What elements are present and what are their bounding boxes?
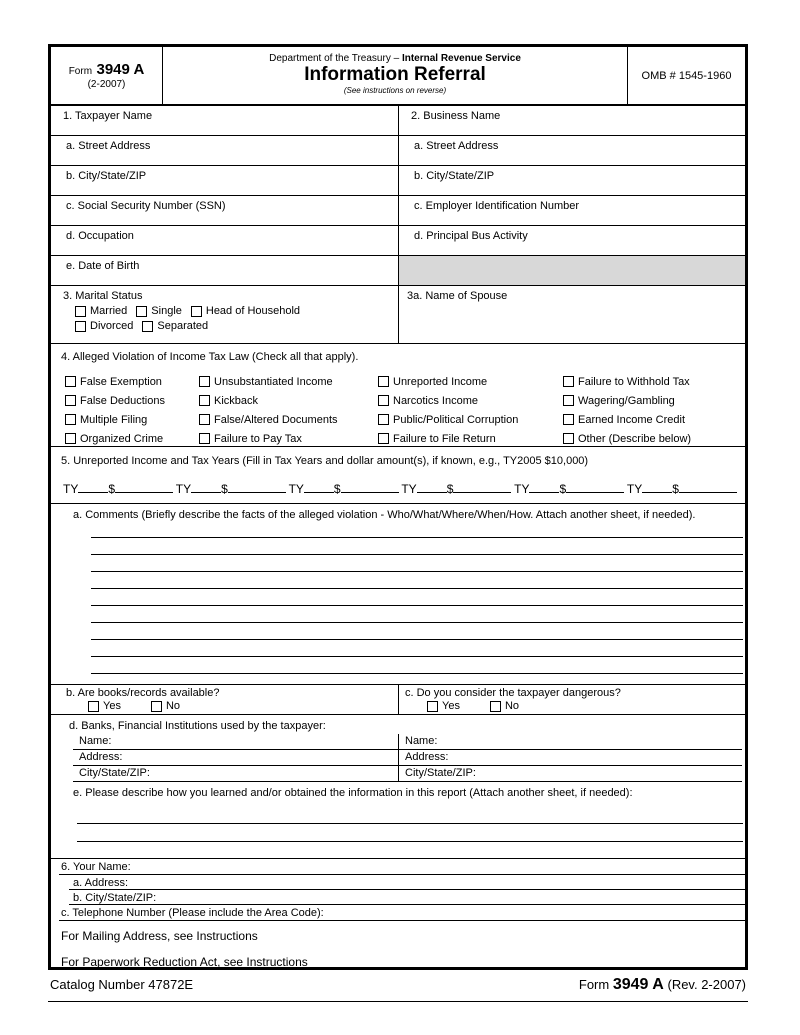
checkbox-icon[interactable] bbox=[65, 395, 76, 406]
checkbox-unsubstantiated-income[interactable] bbox=[199, 372, 378, 391]
shaded-blocked-cell bbox=[398, 256, 745, 286]
checkbox-label: Earned Income Credit bbox=[578, 413, 685, 426]
section-banks bbox=[51, 715, 745, 782]
department-prefix: Department of the Treasury – bbox=[269, 53, 402, 64]
how-learned-heading: e. Please describe how you learned and/or obtained the information in this report (Attach another sheet, if needed): bbox=[73, 787, 633, 799]
ty-label: TY bbox=[626, 482, 643, 496]
checkbox-head-of-household[interactable] bbox=[191, 305, 300, 317]
section-your-info bbox=[51, 859, 745, 921]
field-label: c. Telephone Number (Please include the Area Code): bbox=[61, 907, 324, 919]
field-label: a. Address: bbox=[73, 877, 129, 889]
checkbox-icon[interactable] bbox=[563, 395, 574, 406]
taxpayer-ssn-field[interactable] bbox=[51, 196, 398, 226]
amount-input-line[interactable] bbox=[679, 481, 737, 493]
taxpayer-date-of-birth-field[interactable] bbox=[51, 256, 398, 286]
checkbox-organized-crime[interactable] bbox=[65, 429, 199, 448]
checkbox-icon[interactable] bbox=[88, 701, 99, 712]
form-3949a bbox=[48, 44, 748, 970]
checkbox-label: Head of Household bbox=[205, 305, 301, 317]
checkbox-other-describe-below[interactable] bbox=[563, 429, 745, 448]
taxpayer-business-grid bbox=[51, 106, 745, 286]
spouse-name-field[interactable] bbox=[398, 286, 745, 343]
field-label: City/State/ZIP: bbox=[79, 767, 150, 779]
checkbox-label: Separated bbox=[157, 320, 209, 332]
bank2-name-field[interactable] bbox=[398, 734, 742, 750]
form-word: Form bbox=[68, 65, 93, 77]
checkbox-icon[interactable] bbox=[378, 395, 389, 406]
comment-line[interactable] bbox=[91, 606, 743, 623]
checkbox-dangerous-no[interactable] bbox=[490, 700, 519, 712]
checkbox-wagering-gambling[interactable] bbox=[563, 391, 745, 410]
comment-line[interactable] bbox=[91, 538, 743, 555]
dollar-sign: $ bbox=[446, 482, 454, 496]
field-label: Name: bbox=[79, 735, 112, 747]
checkbox-single[interactable] bbox=[136, 305, 182, 317]
field-label: b. City/State/ZIP bbox=[414, 170, 495, 182]
business-ein-field[interactable] bbox=[398, 196, 745, 226]
dangerous-yesno-row bbox=[427, 700, 745, 712]
irs-name: Internal Revenue Service bbox=[401, 53, 521, 64]
field-label: e. Date of Birth bbox=[66, 260, 140, 272]
amount-input-line[interactable] bbox=[566, 481, 624, 493]
section-alleged-violations bbox=[51, 344, 745, 447]
ty-label: TY bbox=[288, 482, 304, 496]
checkbox-label: Yes bbox=[103, 700, 121, 712]
form-revision: (Rev. 2-2007) bbox=[667, 977, 746, 992]
checkbox-label: Narcotics Income bbox=[393, 394, 478, 407]
bank-row bbox=[51, 750, 745, 766]
department-line bbox=[163, 53, 627, 64]
field-label: c. Employer Identification Number bbox=[414, 200, 580, 212]
checkbox-label: Failure to Pay Tax bbox=[214, 432, 302, 445]
checkbox-dangerous-yes[interactable] bbox=[427, 700, 460, 712]
books-records-label: b. Are books/records available? bbox=[66, 687, 220, 699]
form-word: Form bbox=[578, 977, 610, 992]
tax-years-row bbox=[61, 481, 739, 496]
checkbox-label: Failure to File Return bbox=[393, 432, 496, 445]
comment-line[interactable] bbox=[91, 657, 743, 674]
mailing-address-note: For Mailing Address, see Instructions bbox=[61, 929, 258, 943]
form-title: Information Referral bbox=[304, 64, 486, 85]
checkbox-label: No bbox=[504, 700, 520, 712]
checkbox-false-altered-documents[interactable] bbox=[199, 410, 378, 429]
taxpayer-dangerous-label: c. Do you consider the taxpayer dangerous? bbox=[405, 687, 621, 699]
form-number: 3949 A bbox=[96, 60, 145, 78]
bank2-city-state-zip-field[interactable] bbox=[398, 766, 742, 782]
comment-line[interactable] bbox=[91, 572, 743, 589]
checkbox-icon[interactable] bbox=[199, 395, 210, 406]
section-comments bbox=[51, 504, 745, 685]
checkbox-icon[interactable] bbox=[490, 701, 501, 712]
tax-year-input-line[interactable] bbox=[304, 481, 334, 493]
form-title-block bbox=[163, 47, 628, 104]
amount-input-line[interactable] bbox=[453, 481, 511, 493]
your-city-state-zip-field[interactable] bbox=[51, 890, 745, 905]
dollar-sign: $ bbox=[672, 482, 679, 496]
checkbox-label: Unsubstantiated Income bbox=[214, 375, 333, 388]
field-label: d. Principal Bus Activity bbox=[414, 230, 528, 242]
checkbox-false-exemption[interactable] bbox=[65, 372, 199, 391]
checkbox-icon[interactable] bbox=[378, 433, 389, 444]
section-how-learned bbox=[51, 782, 745, 859]
taxpayer-name-field[interactable] bbox=[51, 106, 398, 136]
checkbox-label: False/Altered Documents bbox=[214, 413, 338, 426]
amount-input-line[interactable] bbox=[115, 481, 173, 493]
checkbox-failure-to-pay-tax[interactable] bbox=[199, 429, 378, 448]
field-label: b. City/State/ZIP bbox=[66, 170, 147, 182]
banks-heading: d. Banks, Financial Institutions used by the taxpayer: bbox=[69, 720, 326, 732]
checkbox-label: Multiple Filing bbox=[80, 413, 148, 426]
checkbox-label: Yes bbox=[442, 700, 460, 712]
amount-input-line[interactable] bbox=[341, 481, 399, 493]
checkbox-label: Unreported Income bbox=[393, 375, 488, 388]
checkbox-icon[interactable] bbox=[142, 321, 153, 332]
comment-line[interactable] bbox=[91, 589, 743, 606]
dollar-sign: $ bbox=[333, 482, 341, 496]
checkbox-label: Failure to Withhold Tax bbox=[578, 375, 690, 388]
form-subtitle: (See instructions on reverse) bbox=[343, 85, 447, 95]
checkbox-married[interactable] bbox=[75, 305, 127, 317]
checkbox-icon[interactable] bbox=[199, 433, 210, 444]
checkbox-label: Wagering/Gambling bbox=[578, 394, 675, 407]
field-label: Address: bbox=[405, 751, 449, 763]
marital-status-cell bbox=[51, 286, 398, 343]
instruction-notes bbox=[51, 929, 745, 969]
comment-line[interactable] bbox=[91, 555, 743, 572]
checkbox-icon[interactable] bbox=[199, 414, 210, 425]
bank1-city-state-zip-field[interactable] bbox=[73, 766, 398, 782]
field-label: 1. Taxpayer Name bbox=[63, 110, 153, 122]
checkbox-label: Married bbox=[90, 305, 128, 317]
bank-row bbox=[51, 766, 745, 782]
checkbox-multiple-filing[interactable] bbox=[65, 410, 199, 429]
checkbox-label: No bbox=[165, 700, 181, 712]
checkbox-label: False Deductions bbox=[80, 394, 165, 407]
checkbox-icon[interactable] bbox=[75, 321, 86, 332]
ty-label: TY bbox=[175, 482, 192, 496]
checkbox-unreported-income[interactable] bbox=[378, 372, 563, 391]
tax-year-entry[interactable] bbox=[401, 481, 511, 496]
your-address-field[interactable] bbox=[51, 875, 745, 890]
tax-year-entry[interactable] bbox=[514, 481, 624, 496]
checkbox-icon[interactable] bbox=[136, 306, 147, 317]
bank2-address-field[interactable] bbox=[398, 750, 742, 766]
field-label: a. Street Address bbox=[66, 140, 151, 152]
bank-row bbox=[51, 734, 745, 750]
bank1-name-field[interactable] bbox=[73, 734, 398, 750]
checkbox-icon[interactable] bbox=[427, 701, 438, 712]
checkbox-divorced[interactable] bbox=[75, 320, 133, 332]
bank1-address-field[interactable] bbox=[73, 750, 398, 766]
tax-year-input-line[interactable] bbox=[417, 481, 447, 493]
checkbox-icon[interactable] bbox=[378, 376, 389, 387]
checkbox-books-no[interactable] bbox=[151, 700, 180, 712]
checkbox-label: False Exemption bbox=[80, 375, 162, 388]
amount-input-line[interactable] bbox=[228, 481, 286, 493]
marital-options-row-1 bbox=[75, 305, 398, 317]
checkbox-narcotics-income[interactable] bbox=[378, 391, 563, 410]
ty-label: TY bbox=[63, 482, 79, 496]
tax-year-input-line[interactable] bbox=[78, 481, 108, 493]
business-name-field[interactable] bbox=[398, 106, 745, 136]
your-name-field[interactable] bbox=[51, 859, 745, 875]
comment-line[interactable] bbox=[91, 640, 743, 657]
checkbox-icon[interactable] bbox=[65, 414, 76, 425]
checkbox-icon[interactable] bbox=[199, 376, 210, 387]
checkbox-icon[interactable] bbox=[75, 306, 86, 317]
field-label: c. Social Security Number (SSN) bbox=[66, 200, 226, 212]
books-yesno-row bbox=[88, 700, 398, 712]
field-label: Address: bbox=[79, 751, 123, 763]
omb-number: OMB # 1545-1960 bbox=[641, 69, 732, 82]
checkbox-failure-to-file-return[interactable] bbox=[378, 429, 563, 448]
form-number: 3949 A bbox=[612, 976, 664, 993]
checkbox-icon[interactable] bbox=[65, 376, 76, 387]
field-label: 3a. Name of Spouse bbox=[407, 290, 508, 302]
marital-options-row-2 bbox=[75, 320, 398, 332]
business-city-state-zip-field[interactable] bbox=[398, 166, 745, 196]
comment-line[interactable] bbox=[91, 521, 743, 538]
field-label: City/State/ZIP: bbox=[405, 767, 476, 779]
section-marital-status bbox=[51, 286, 745, 344]
section-unreported-income bbox=[51, 447, 745, 504]
checkbox-label: Kickback bbox=[214, 394, 259, 407]
section-books-dangerous bbox=[51, 685, 745, 715]
checkbox-kickback[interactable] bbox=[199, 391, 378, 410]
marital-status-label: 3. Marital Status bbox=[63, 290, 143, 302]
form-revision: (2-2007) bbox=[87, 78, 126, 90]
checkbox-label: Public/Political Corruption bbox=[393, 413, 519, 426]
checkbox-label: Organized Crime bbox=[80, 432, 164, 445]
checkbox-icon[interactable] bbox=[563, 414, 574, 425]
form-header bbox=[51, 47, 745, 106]
field-label: d. Occupation bbox=[66, 230, 134, 242]
checkbox-icon[interactable] bbox=[378, 414, 389, 425]
tax-year-entry[interactable] bbox=[176, 481, 286, 496]
checkbox-icon[interactable] bbox=[151, 701, 162, 712]
checkbox-books-yes[interactable] bbox=[88, 700, 121, 712]
checkbox-earned-income-credit[interactable] bbox=[563, 410, 745, 429]
checkbox-icon[interactable] bbox=[191, 306, 202, 317]
field-label: a. Street Address bbox=[414, 140, 499, 152]
books-records-question bbox=[51, 685, 398, 714]
checkbox-separated[interactable] bbox=[142, 320, 208, 332]
tax-year-input-line[interactable] bbox=[529, 481, 559, 493]
tax-year-entry[interactable] bbox=[289, 481, 399, 496]
taxpayer-occupation-field[interactable] bbox=[51, 226, 398, 256]
page-footer bbox=[48, 974, 748, 1002]
checkbox-icon[interactable] bbox=[563, 433, 574, 444]
tax-year-input-line[interactable] bbox=[642, 481, 672, 493]
field-label: 6. Your Name: bbox=[61, 861, 131, 873]
checkbox-label: Divorced bbox=[90, 320, 134, 332]
checkbox-label: Single bbox=[151, 305, 182, 317]
taxpayer-dangerous-question bbox=[398, 685, 745, 714]
ty-label: TY bbox=[514, 482, 530, 496]
form-number-block bbox=[51, 47, 163, 104]
unreported-heading: 5. Unreported Income and Tax Years (Fill in Tax Years and dollar amount(s), if known, e.g., TY2005 $10,000) bbox=[61, 455, 589, 467]
checkbox-public-political-corruption[interactable] bbox=[378, 410, 563, 429]
taxpayer-city-state-zip-field[interactable] bbox=[51, 166, 398, 196]
dollar-sign: $ bbox=[108, 482, 116, 496]
violations-grid bbox=[65, 372, 745, 448]
checkbox-failure-to-withhold-tax[interactable] bbox=[563, 372, 745, 391]
tax-year-input-line[interactable] bbox=[191, 481, 221, 493]
catalog-number: Catalog Number 47872E bbox=[50, 977, 194, 992]
violations-heading: 4. Alleged Violation of Income Tax Law (Check all that apply). bbox=[61, 351, 359, 363]
tax-year-entry[interactable] bbox=[627, 481, 737, 496]
paperwork-reduction-note: For Paperwork Reduction Act, see Instructions bbox=[61, 955, 308, 969]
comment-line[interactable] bbox=[91, 623, 743, 640]
checkbox-false-deductions[interactable] bbox=[65, 391, 199, 410]
business-principal-activity-field[interactable] bbox=[398, 226, 745, 256]
checkbox-icon[interactable] bbox=[563, 376, 574, 387]
field-label: Name: bbox=[405, 735, 438, 747]
taxpayer-street-address-field[interactable] bbox=[51, 136, 398, 166]
dollar-sign: $ bbox=[559, 482, 567, 496]
business-street-address-field[interactable] bbox=[398, 136, 745, 166]
how-learned-line[interactable] bbox=[77, 806, 743, 824]
field-label: b. City/State/ZIP: bbox=[73, 892, 157, 904]
tax-year-entry[interactable] bbox=[63, 481, 173, 496]
your-telephone-field[interactable] bbox=[51, 905, 745, 921]
dollar-sign: $ bbox=[221, 482, 228, 496]
form-number-footer bbox=[579, 976, 746, 994]
checkbox-label: Other (Describe below) bbox=[578, 432, 692, 445]
comments-heading: a. Comments (Briefly describe the facts of the alleged violation - Who/What/Where/When/How. Attach another sheet, if needed). bbox=[73, 509, 696, 521]
how-learned-line[interactable] bbox=[77, 824, 743, 842]
field-label: 2. Business Name bbox=[411, 110, 501, 122]
checkbox-icon[interactable] bbox=[65, 433, 76, 444]
ty-label: TY bbox=[401, 482, 417, 496]
